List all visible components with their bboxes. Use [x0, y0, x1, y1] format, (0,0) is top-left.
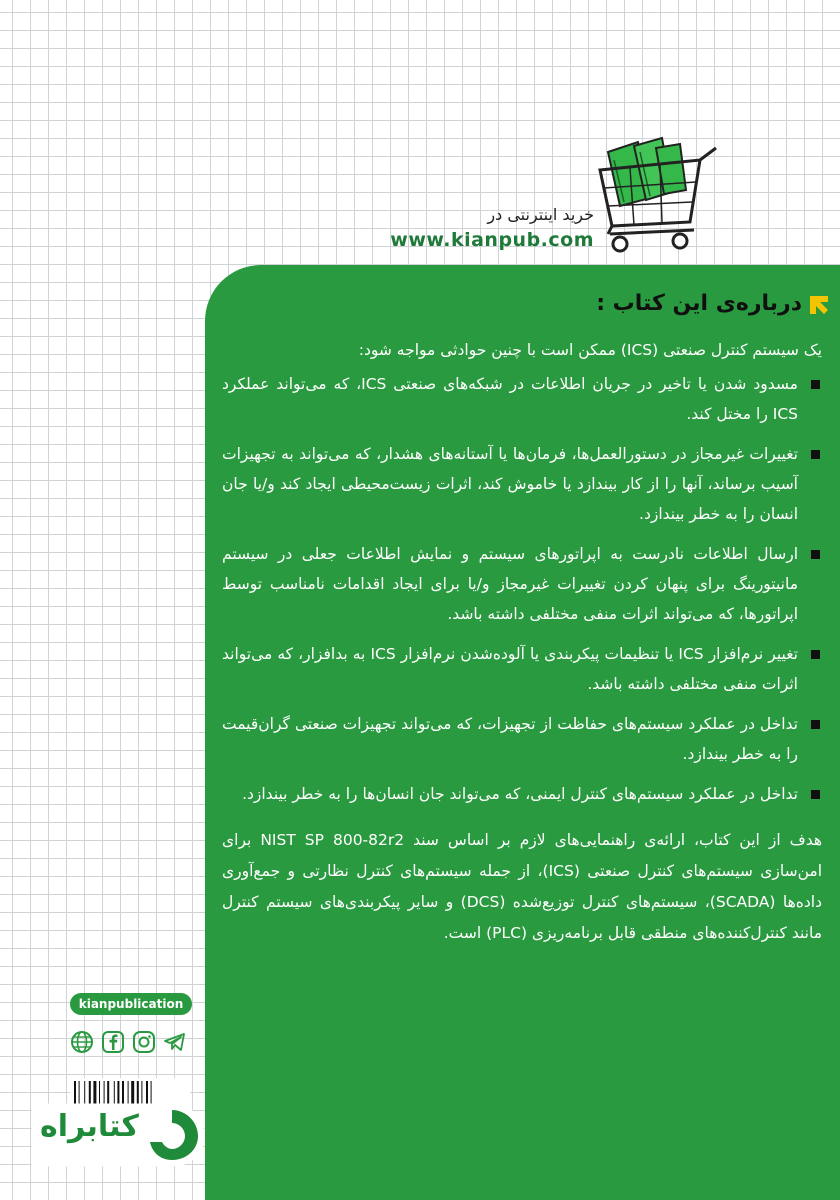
bullet-square-icon [811, 450, 820, 459]
logo-text: کتابراه [40, 1109, 139, 1144]
list-item-text: تغییر نرم‌افزار ICS یا تنظیمات پیکربندی یا آلوده‌شدن نرم‌افزار ICS به بدافزار، که می‌تواند اثرات منفی مختلفی داشته باشد. [222, 645, 798, 693]
list-item-text: تداخل در عملکرد سیستم‌های کنترل ایمنی، که می‌تواند جان انسان‌ها را به خطر بیندازد. [242, 785, 798, 803]
telegram-icon[interactable] [163, 1030, 187, 1054]
bullet-square-icon [811, 720, 820, 729]
list-item [222, 779, 822, 809]
shop-online-text: خرید اینترنتی در [487, 205, 594, 224]
bullet-square-icon [811, 550, 820, 559]
about-title: درباره‌ی این کتاب : [596, 291, 802, 316]
ketabrah-logo [22, 1096, 210, 1170]
bullet-square-icon [811, 380, 820, 389]
shopping-cart-icon [590, 130, 720, 255]
list-item [222, 369, 822, 429]
facebook-icon[interactable] [101, 1030, 125, 1054]
list-item [222, 709, 822, 769]
list-item-text: ارسال اطلاعات نادرست به اپراتورهای سیستم و نمایش اطلاعات جعلی در سیستم مانیتورینگ برای پنهان کردن تغییرات غیرمجاز و/یا برای ایجاد اقدامات نامناسب توسط اپراتورها، که می‌تواند اثرات منفی مختلفی داشته باشد. [222, 545, 798, 623]
bullet-square-icon [811, 650, 820, 659]
book-goal-paragraph: هدف از این کتاب، ارائه‌ی راهنمایی‌های لازم بر اساس سند NIST SP 800-82r2 برای امن‌سازی سیستم‌های کنترل صنعتی (ICS)، از جمله سیستم‌های کنترل نظارتی و جمع‌آوری داده‌ها (SCADA)، سیستم‌های کنترل توزیع‌شده (DCS) و سایر پیکربندی‌های سیستم کنترل مانند کنترل‌کننده‌های منطقی قابل برنامه‌ریزی (PLC) است. [222, 831, 823, 942]
arrow-corner-icon [806, 292, 832, 318]
social-icons [70, 1030, 187, 1054]
social-handle[interactable]: kianpublication [70, 993, 192, 1015]
list-item [222, 439, 822, 529]
incident-list [222, 369, 822, 819]
list-item-text: تداخل در عملکرد سیستم‌های حفاظت از تجهیزات، که می‌تواند تجهیزات صنعتی گران‌قیمت را به خطر بیندازد. [222, 715, 798, 763]
shop-url-link[interactable]: www.kianpub.com [390, 229, 594, 251]
list-item [222, 539, 822, 629]
instagram-icon[interactable] [132, 1030, 156, 1054]
bullet-square-icon [811, 790, 820, 799]
list-item-text: مسدود شدن یا تاخیر در جریان اطلاعات در شبکه‌های صنعتی ICS، که می‌تواند عملکرد ICS را مختل کند. [222, 375, 798, 423]
list-item-text: تغییرات غیرمجاز در دستورالعمل‌ها، فرمان‌ها یا آستانه‌های هشدار، که می‌تواند به تجهیزات آسیب برساند، آنها را از کار بیندازد یا خاموش کند، اثرات زیست‌محیطی ایجاد کند و/یا جان انسان را به خطر بیندازد. [222, 445, 798, 523]
about-panel [205, 265, 840, 1200]
about-intro: یک سیستم کنترل صنعتی (ICS) ممکن است با چنین حوادثی مواجه شود: [358, 341, 822, 359]
list-item [222, 639, 822, 699]
web-icon[interactable] [70, 1030, 94, 1054]
